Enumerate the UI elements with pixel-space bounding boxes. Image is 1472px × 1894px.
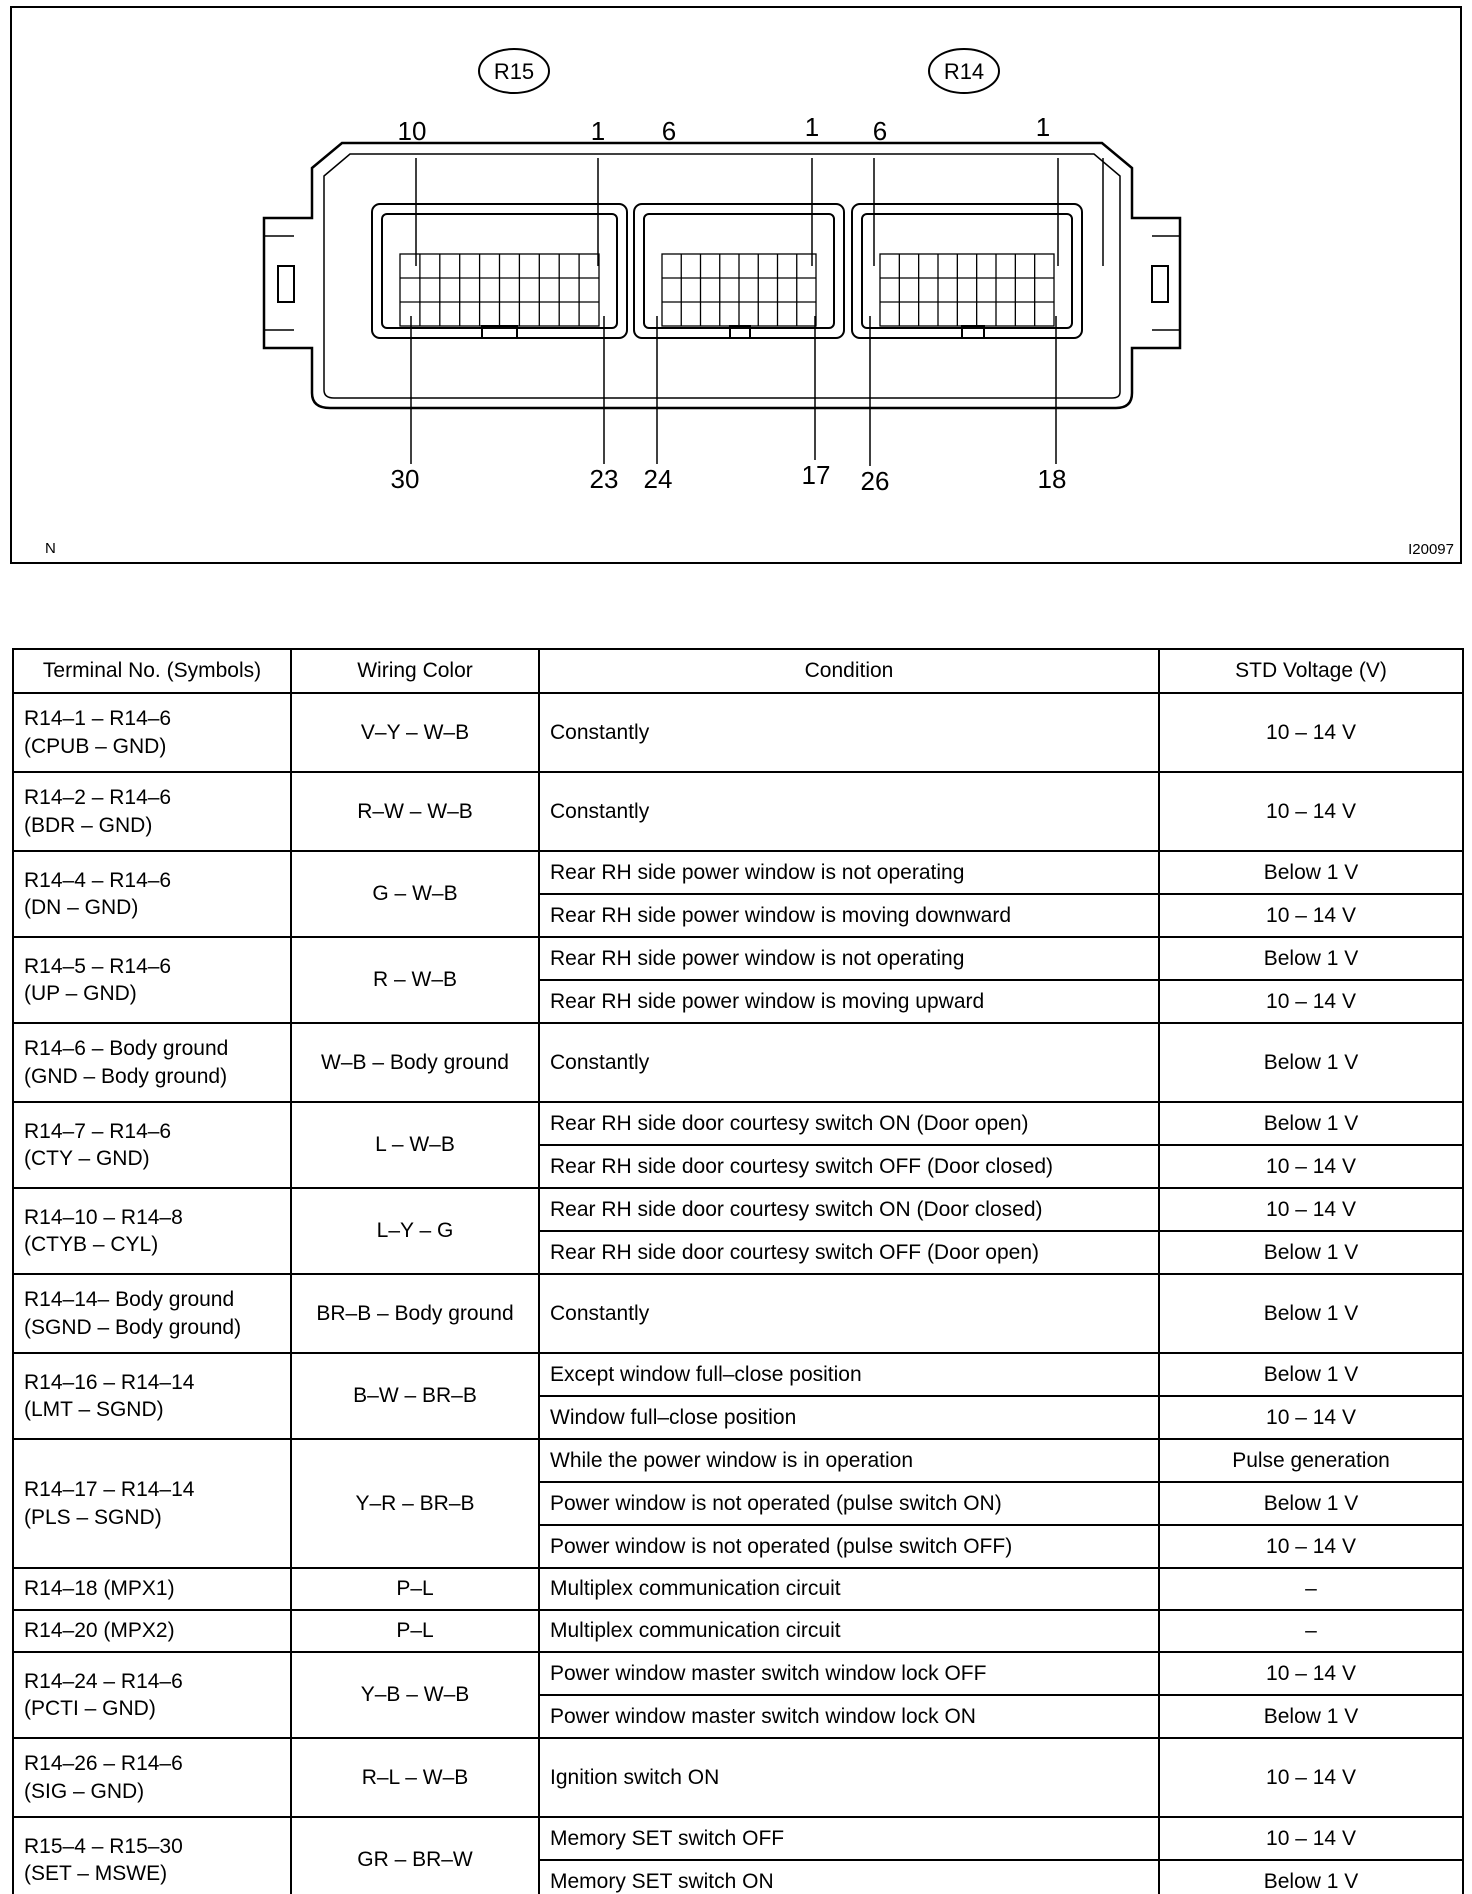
table-row — [13, 1439, 1463, 1482]
condition-cell: Rear RH side power window is moving downward — [539, 894, 1159, 937]
header-wiring-color: Wiring Color — [291, 649, 539, 693]
terminal-cell — [13, 1610, 291, 1652]
table-row — [13, 1023, 1463, 1102]
pin-number: 26 — [860, 466, 890, 496]
wiring-color-cell: BR–B – Body ground — [291, 1274, 539, 1353]
connector-label-r14-text: R14 — [943, 59, 985, 84]
wiring-color-cell: Y–R – BR–B — [291, 1439, 539, 1568]
terminal-line: (SGND – Body ground) — [24, 1315, 242, 1339]
wiring-color-cell: R–W – W–B — [291, 772, 539, 851]
condition-cell: Ignition switch ON — [539, 1738, 1159, 1817]
pin-number: 10 — [397, 116, 427, 146]
connector-body-inner — [862, 214, 1072, 328]
terminal-cell — [13, 1439, 291, 1568]
figure-corner-left: N — [45, 540, 56, 557]
terminal-line: R14–7 – R14–6 — [24, 1119, 172, 1143]
wiring-color-cell: P–L — [291, 1610, 539, 1652]
condition-cell: Rear RH side power window is not operating — [539, 851, 1159, 894]
header-condition: Condition — [539, 649, 1159, 693]
condition-cell: Rear RH side door courtesy switch OFF (Door open) — [539, 1231, 1159, 1274]
table-row — [13, 1102, 1463, 1145]
std-voltage-cell: Below 1 V — [1159, 1482, 1463, 1525]
terminal-cell — [13, 1568, 291, 1610]
terminal-line: (GND – Body ground) — [24, 1064, 228, 1088]
pin-number: 30 — [390, 464, 420, 494]
std-voltage-cell: 10 – 14 V — [1159, 1738, 1463, 1817]
std-voltage-cell: 10 – 14 V — [1159, 1396, 1463, 1439]
std-voltage-cell: Below 1 V — [1159, 1023, 1463, 1102]
terminal-line: (CTYB – CYL) — [24, 1233, 159, 1256]
table-row — [13, 1652, 1463, 1695]
condition-cell: Multiplex communication circuit — [539, 1568, 1159, 1610]
condition-cell: Constantly — [539, 1274, 1159, 1353]
wiring-color-cell: B–W – BR–B — [291, 1353, 539, 1439]
terminal-line: (UP – GND) — [24, 982, 137, 1005]
condition-cell: Rear RH side power window is not operating — [539, 937, 1159, 980]
pin-number: 1 — [1035, 112, 1051, 142]
pin-number: 23 — [589, 464, 619, 494]
terminal-line: (LMT – SGND) — [24, 1398, 164, 1421]
std-voltage-cell: Below 1 V — [1159, 937, 1463, 980]
std-voltage-cell: 10 – 14 V — [1159, 1188, 1463, 1231]
terminal-line: R14–5 – R14–6 — [24, 954, 172, 978]
terminal-line: (PCTI – GND) — [24, 1697, 156, 1720]
pin-number: 17 — [801, 460, 831, 490]
condition-cell: Rear RH side door courtesy switch OFF (Door closed) — [539, 1145, 1159, 1188]
wiring-color-cell: W–B – Body ground — [291, 1023, 539, 1102]
table-row — [13, 1817, 1463, 1860]
terminal-line: (PLS – SGND) — [24, 1505, 162, 1529]
table-row — [13, 1274, 1463, 1353]
terminal-line: (SET – MSWE) — [24, 1862, 168, 1885]
terminal-cell — [13, 1353, 291, 1439]
condition-cell: Memory SET switch ON — [539, 1860, 1159, 1894]
connector-label-r15-text: R15 — [493, 59, 535, 84]
wiring-color-cell: R–L – W–B — [291, 1738, 539, 1817]
pin-number: 18 — [1037, 464, 1067, 494]
condition-cell: Multiplex communication circuit — [539, 1610, 1159, 1652]
terminal-line: (CPUB – GND) — [24, 734, 167, 758]
terminal-cell — [13, 693, 291, 772]
terminal-line: R14–2 – R14–6 — [24, 786, 172, 810]
std-voltage-cell: 10 – 14 V — [1159, 980, 1463, 1023]
wiring-color-cell: V–Y – W–B — [291, 693, 539, 772]
wiring-color-cell: R – W–B — [291, 937, 539, 1023]
pin-number: 6 — [872, 116, 888, 146]
condition-cell: Rear RH side power window is moving upward — [539, 980, 1159, 1023]
terminal-line: R14–24 – R14–6 — [24, 1669, 183, 1693]
terminal-voltage-table-wrap — [12, 648, 1462, 1894]
condition-cell: Memory SET switch OFF — [539, 1817, 1159, 1860]
connector-diagram — [10, 6, 1462, 564]
condition-cell: Constantly — [539, 1023, 1159, 1102]
table-body — [13, 693, 1463, 1894]
std-voltage-cell: 10 – 14 V — [1159, 1525, 1463, 1568]
std-voltage-cell: 10 – 14 V — [1159, 1817, 1463, 1860]
connector-drawing — [12, 8, 1464, 566]
std-voltage-cell: Below 1 V — [1159, 1274, 1463, 1353]
condition-cell: Constantly — [539, 772, 1159, 851]
condition-cell: Power window master switch window lock OFF — [539, 1652, 1159, 1695]
condition-cell: While the power window is in operation — [539, 1439, 1159, 1482]
header-terminal: Terminal No. (Symbols) — [13, 649, 291, 693]
table-row — [13, 1188, 1463, 1231]
std-voltage-cell: Below 1 V — [1159, 1231, 1463, 1274]
terminal-line: R14–18 (MPX1) — [24, 1577, 175, 1601]
condition-cell: Power window master switch window lock ON — [539, 1695, 1159, 1738]
terminal-cell — [13, 1738, 291, 1817]
wiring-color-cell: P–L — [291, 1568, 539, 1610]
std-voltage-cell: 10 – 14 V — [1159, 1145, 1463, 1188]
terminal-line: R14–6 – Body ground — [24, 1037, 229, 1061]
wiring-color-cell: L – W–B — [291, 1102, 539, 1188]
std-voltage-cell: Below 1 V — [1159, 1695, 1463, 1738]
wiring-color-cell: Y–B – W–B — [291, 1652, 539, 1738]
std-voltage-cell: 10 – 14 V — [1159, 693, 1463, 772]
std-voltage-cell: Below 1 V — [1159, 1353, 1463, 1396]
pin-number: 24 — [643, 464, 673, 494]
header-std-voltage: STD Voltage (V) — [1159, 649, 1463, 693]
condition-cell: Window full–close position — [539, 1396, 1159, 1439]
terminal-line: R14–1 – R14–6 — [24, 707, 172, 731]
condition-cell: Except window full–close position — [539, 1353, 1159, 1396]
std-voltage-cell: Below 1 V — [1159, 1860, 1463, 1894]
wiring-color-cell: L–Y – G — [291, 1188, 539, 1274]
std-voltage-cell: 10 – 14 V — [1159, 894, 1463, 937]
terminal-line: R14–10 – R14–8 — [24, 1205, 183, 1229]
terminal-line: R14–4 – R14–6 — [24, 868, 172, 892]
terminal-line: R15–4 – R15–30 — [24, 1834, 183, 1858]
pin-number: 6 — [661, 116, 677, 146]
std-voltage-cell: Pulse generation — [1159, 1439, 1463, 1482]
terminal-line: (CTY – GND) — [24, 1147, 150, 1170]
std-voltage-cell: – — [1159, 1568, 1463, 1610]
terminal-line: R14–26 – R14–6 — [24, 1752, 183, 1776]
table-row — [13, 693, 1463, 772]
condition-cell: Rear RH side door courtesy switch ON (Door closed) — [539, 1188, 1159, 1231]
table-row — [13, 851, 1463, 894]
pin-number: 1 — [804, 112, 820, 142]
condition-cell: Constantly — [539, 693, 1159, 772]
figure-id: I20097 — [1408, 541, 1454, 558]
terminal-line: R14–14– Body ground — [24, 1288, 235, 1312]
connector-body — [852, 204, 1082, 338]
condition-cell: Power window is not operated (pulse switch OFF) — [539, 1525, 1159, 1568]
table-row — [13, 1738, 1463, 1817]
terminal-cell — [13, 851, 291, 937]
terminal-line: (DN – GND) — [24, 896, 139, 919]
pin-number: 1 — [590, 116, 606, 146]
terminal-cell — [13, 1102, 291, 1188]
table-row — [13, 1353, 1463, 1396]
terminal-line: (BDR – GND) — [24, 813, 153, 837]
table-row — [13, 1610, 1463, 1652]
table-header-row — [13, 649, 1463, 693]
wiring-color-cell: GR – BR–W — [291, 1817, 539, 1894]
std-voltage-cell: Below 1 V — [1159, 851, 1463, 894]
terminal-line: R14–20 (MPX2) — [24, 1619, 175, 1643]
terminal-cell — [13, 1188, 291, 1274]
std-voltage-cell: 10 – 14 V — [1159, 772, 1463, 851]
terminal-cell — [13, 772, 291, 851]
wiring-color-cell: G – W–B — [291, 851, 539, 937]
terminal-line: R14–17 – R14–14 — [24, 1478, 195, 1502]
pin-grid — [880, 254, 1054, 326]
table-row — [13, 1568, 1463, 1610]
table-row — [13, 937, 1463, 980]
terminal-line: R14–16 – R14–14 — [24, 1370, 195, 1394]
std-voltage-cell: 10 – 14 V — [1159, 1652, 1463, 1695]
terminal-line: (SIG – GND) — [24, 1779, 145, 1803]
terminal-voltage-table — [12, 648, 1464, 1894]
terminal-cell — [13, 1817, 291, 1894]
terminal-cell — [13, 1652, 291, 1738]
std-voltage-cell: – — [1159, 1610, 1463, 1652]
terminal-cell — [13, 1274, 291, 1353]
table-row — [13, 772, 1463, 851]
condition-cell: Rear RH side door courtesy switch ON (Door open) — [539, 1102, 1159, 1145]
condition-cell: Power window is not operated (pulse switch ON) — [539, 1482, 1159, 1525]
terminal-cell — [13, 1023, 291, 1102]
std-voltage-cell: Below 1 V — [1159, 1102, 1463, 1145]
terminal-cell — [13, 937, 291, 1023]
